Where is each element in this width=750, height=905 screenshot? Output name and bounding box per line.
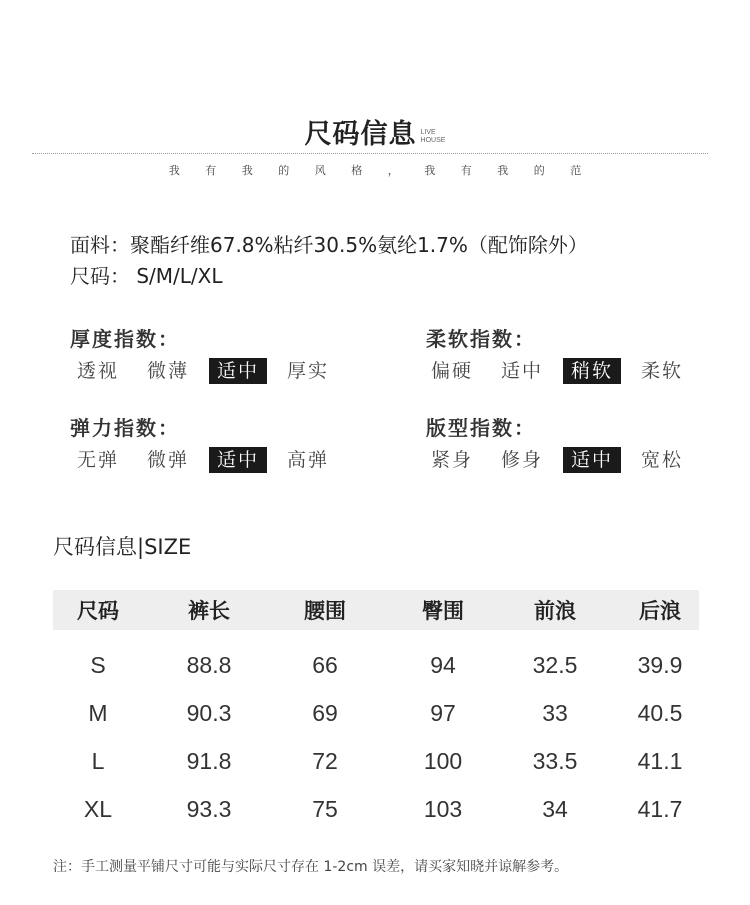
page-title-block bbox=[0, 112, 750, 152]
index-option: 透视 bbox=[76, 360, 119, 382]
index-option: 无弹 bbox=[76, 449, 119, 471]
measurement-cell: 100 bbox=[423, 748, 463, 774]
slogan-char: 的 bbox=[533, 164, 545, 177]
slogan-char: 格 bbox=[351, 164, 363, 177]
index-option: 紧身 bbox=[430, 449, 473, 471]
index-option-selected: 适中 bbox=[209, 358, 267, 384]
slogan-char: 我 bbox=[241, 164, 253, 177]
column-header: 臀围 bbox=[422, 599, 464, 623]
measurement-cell: 97 bbox=[430, 700, 456, 726]
thickness-index bbox=[70, 323, 349, 384]
size-label-cell: M bbox=[88, 700, 108, 726]
table-row bbox=[0, 748, 750, 788]
column-header: 裤长 bbox=[188, 599, 230, 623]
slogan-char: 我 bbox=[497, 164, 509, 177]
size-section-title: 尺码信息|SIZE bbox=[53, 535, 192, 559]
index-option: 适中 bbox=[500, 360, 543, 382]
measurement-cell: 39.9 bbox=[637, 652, 683, 678]
measurement-cell: 34 bbox=[542, 796, 568, 822]
page-title: 尺码信息 bbox=[304, 119, 417, 150]
index-options bbox=[69, 447, 349, 473]
softness-index bbox=[426, 323, 703, 384]
measurement-cell: 32.5 bbox=[532, 652, 578, 678]
index-option: 柔软 bbox=[640, 360, 683, 382]
index-option: 宽松 bbox=[640, 449, 683, 471]
slogan bbox=[0, 162, 750, 178]
measurement-cell: 91.8 bbox=[186, 748, 232, 774]
measurement-cell: 33.5 bbox=[532, 748, 578, 774]
index-title: 柔软指数： bbox=[426, 327, 536, 351]
index-option-selected: 稍软 bbox=[563, 358, 621, 384]
measurement-cell: 66 bbox=[312, 652, 338, 678]
index-option-selected: 适中 bbox=[209, 447, 267, 473]
fabric-composition: 面料：聚酯纤维67.8%粘纤30.5%氨纶1.7%（配饰除外） bbox=[70, 233, 588, 257]
index-option: 厚实 bbox=[286, 360, 329, 382]
available-sizes: 尺码： S/M/L/XL bbox=[70, 264, 223, 288]
slogan-char: 的 bbox=[278, 164, 290, 177]
size-label-cell: S bbox=[90, 652, 106, 678]
elasticity-index bbox=[70, 412, 349, 473]
measurement-cell: 94 bbox=[430, 652, 456, 678]
index-title: 弹力指数： bbox=[70, 416, 180, 440]
index-options bbox=[69, 358, 349, 384]
column-header: 尺码 bbox=[77, 599, 119, 623]
measurement-cell: 88.8 bbox=[186, 652, 232, 678]
measurement-cell: 41.1 bbox=[637, 748, 683, 774]
slogan-char: ， bbox=[387, 164, 399, 177]
index-options bbox=[423, 447, 703, 473]
slogan-char: 范 bbox=[570, 164, 582, 177]
index-option: 修身 bbox=[500, 449, 543, 471]
slogan-char: 我 bbox=[424, 164, 436, 177]
measurement-cell: 103 bbox=[423, 796, 463, 822]
table-row bbox=[0, 700, 750, 740]
brand-tag bbox=[421, 129, 446, 145]
measurement-cell: 40.5 bbox=[637, 700, 683, 726]
slogan-char: 有 bbox=[205, 164, 217, 177]
index-options bbox=[423, 358, 703, 384]
fit-index bbox=[426, 412, 703, 473]
index-option: 高弹 bbox=[286, 449, 329, 471]
size-table-header bbox=[53, 590, 699, 630]
measurement-cell: 93.3 bbox=[186, 796, 232, 822]
column-header: 后浪 bbox=[639, 599, 681, 623]
index-title: 版型指数： bbox=[426, 416, 536, 440]
measurement-cell: 90.3 bbox=[186, 700, 232, 726]
table-row bbox=[0, 796, 750, 836]
slogan-char: 有 bbox=[460, 164, 472, 177]
index-option: 微弹 bbox=[146, 449, 189, 471]
measurement-cell: 69 bbox=[312, 700, 338, 726]
index-option: 偏硬 bbox=[430, 360, 473, 382]
measurement-cell: 41.7 bbox=[637, 796, 683, 822]
index-option: 微薄 bbox=[146, 360, 189, 382]
size-label-cell: L bbox=[91, 748, 105, 774]
brand-tag-line2: HOUSE bbox=[420, 136, 446, 144]
measurement-note: 注：手工测量平铺尺寸可能与实际尺寸存在 1-2cm 误差，请买家知晓并谅解参考。 bbox=[53, 859, 569, 875]
brand-tag-line1: LIVE bbox=[420, 128, 436, 136]
column-header: 前浪 bbox=[534, 599, 576, 623]
column-header: 腰围 bbox=[304, 599, 346, 623]
index-title: 厚度指数： bbox=[70, 327, 180, 351]
index-option-selected: 适中 bbox=[563, 447, 621, 473]
measurement-cell: 33 bbox=[542, 700, 568, 726]
dotted-divider bbox=[32, 153, 708, 154]
measurement-cell: 72 bbox=[312, 748, 338, 774]
slogan-char: 我 bbox=[168, 164, 180, 177]
table-row bbox=[0, 652, 750, 692]
size-label-cell: XL bbox=[83, 796, 113, 822]
measurement-cell: 75 bbox=[312, 796, 338, 822]
slogan-char: 风 bbox=[314, 164, 326, 177]
